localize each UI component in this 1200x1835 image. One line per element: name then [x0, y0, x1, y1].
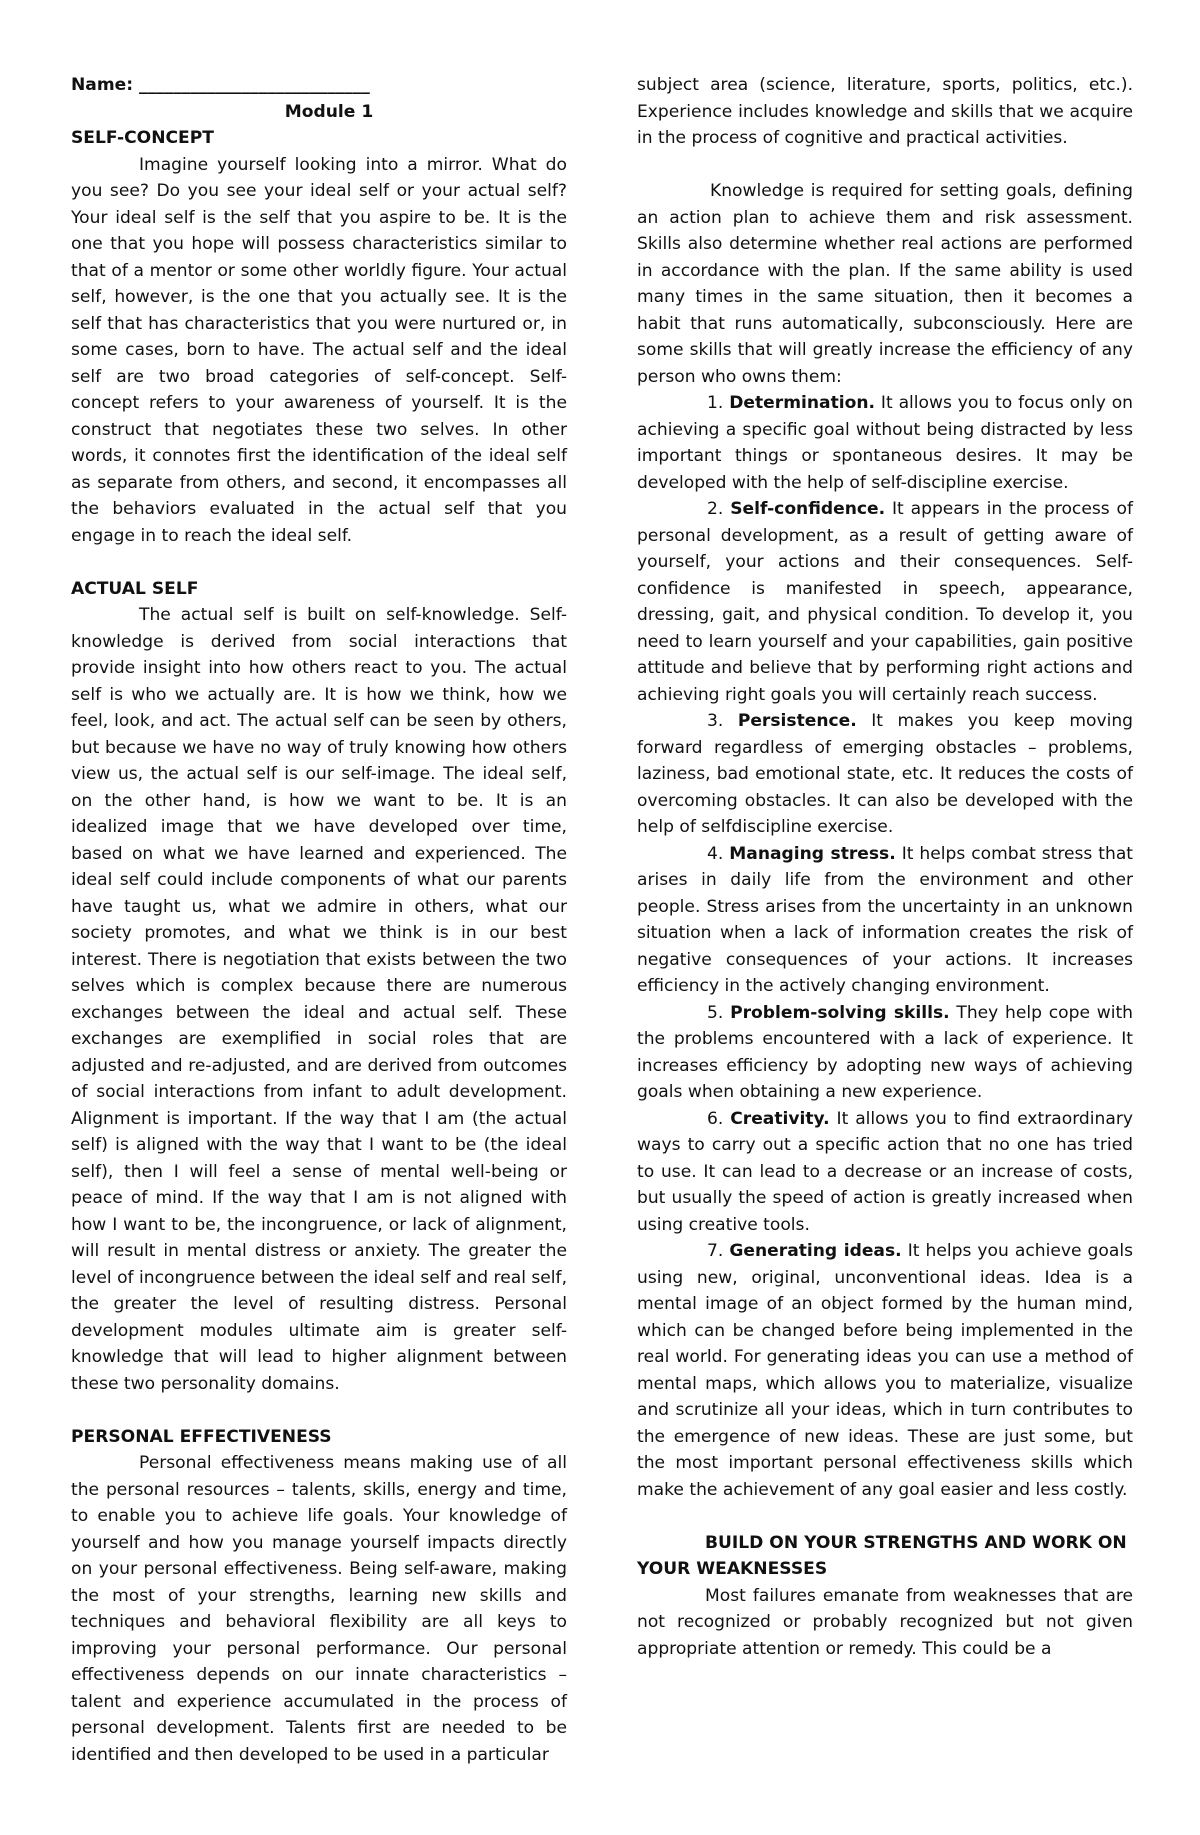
spacer: [71, 549, 567, 576]
list-item-skill: 3. Persistence. It makes you keep moving forward regardless of emerging obstacles – problems, laziness, bad emotional state, etc. It reduces the costs of overcoming obstacles. It can also be developed with the help of selfdiscipline exercise.: [637, 711, 1134, 837]
paragraph-knowledge: Knowledge is required for setting goals, defining an action plan to achieve them and risk assessment. Skills also determine whether real actions are performed in accordance with the plan. If the same ability is used many times in the same situation, then it becomes a habit that runs automatically, subconsciously. Here are some skills that will greatly increase the efficiency of any person who owns them:: [637, 181, 1133, 387]
name-field-label: Name: ___________________________: [71, 75, 370, 95]
paragraph-strengths: Most failures emanate from weaknesses that are not recognized or probably recognized but not given appropriate attention or remedy. This could be a: [637, 1585, 1133, 1659]
skill-title: Persistence.: [737, 711, 857, 731]
list-item-skill: 1. Determination. It allows you to focus only on achieving a specific goal without being distracted by less important things or spontaneous desires. It may be developed with the help of self-discipline exercise.: [637, 393, 1134, 493]
paragraph-continued: subject area (science, literature, sports, politics, etc.). Experience includes knowledge and skills that we acquire in the process of cognitive and practical activities.: [637, 75, 1133, 148]
skill-title: Determination.: [729, 393, 876, 413]
spacer: [637, 1503, 1133, 1530]
heading-actual-self: ACTUAL SELF: [71, 578, 199, 599]
skill-title: Creativity.: [730, 1108, 830, 1129]
spacer: [637, 152, 1133, 179]
module-title: Module 1: [284, 101, 374, 122]
skill-title: Generating ideas.: [729, 1241, 902, 1261]
heading-strengths: BUILD ON YOUR STRENGTHS AND WORK ON YOUR WEAKNESSES: [637, 1532, 1127, 1579]
heading-self-concept: SELF-CONCEPT: [71, 128, 214, 148]
paragraph-self-concept: Imagine yourself looking into a mirror. What do you see? Do you see your ideal self or your actual self? Your ideal self is the self that you aspire to be. It is the one that you hope will possess characteristics similar to that of a mentor or some other worldly figure. Your actual self, however, is the one that you actually see. It is the self that has characteristics that you were nurtured or, in some cases, born to have. The actual self and the ideal self are two broad categories of self-concept. Self-concept refers to your awareness of yourself. It is the construct that negotiates these two selves. In other words, it connotes first the identification of the ideal self as separate from others, and second, it encompasses all the behaviors evaluated in the actual self that you engage in to reach the ideal self.: [71, 154, 567, 546]
spacer: [71, 1397, 567, 1424]
left-column: [71, 72, 567, 1768]
list-item-skill: 2. Self-confidence. It appears in the process of personal development, as a result of getting aware of yourself, your actions and their consequences. Self-confidence is manifested in speech, appearance, dressing, gait, and physical condition. To develop it, you need to learn yourself and your capabilities, gain positive attitude and believe that by performing right actions and achieving right goals you will certainly reach success.: [637, 499, 1133, 705]
heading-personal-effectiveness: PERSONAL EFFECTIVENESS: [71, 1426, 332, 1447]
paragraph-personal-effectiveness: Personal effectiveness means making use of all the personal resources – talents, skills, energy and time, to enable you to achieve life goals. Your knowledge of yourself and how you manage yourself impacts directly on your personal effectiveness. Being self-aware, making the most of your strengths, learning new skills and techniques and behavioral flexibility are all keys to improving your personal performance. Our personal effectiveness depends on our innate characteristics – talent and experience accumulated in the process of personal development. Talents first are needed to be identified and then developed to be used in a particular: [71, 1453, 567, 1765]
skill-title: Managing stress.: [729, 843, 896, 864]
skill-title: Problem-solving skills.: [730, 1002, 950, 1023]
right-column: [637, 72, 1133, 1662]
list-item-skill: 4. Managing stress. It helps combat stress that arises in daily life from the environment and other people. Stress arises from the uncertainty in an unknown situation when a lack of information creates the risk of negative consequences of your actions. It increases efficiency in the actively changing environment.: [637, 843, 1133, 996]
list-item-skill: 7. Generating ideas. It helps you achieve goals using new, original, unconventional ideas. Idea is a mental image of an object formed by the human mind, which can be changed before being implemented in the real world. For generating ideas you can use a method of mental maps, which allows you to materialize, visualize and scrutinize all your ideas, which in turn contributes to the emergence of new ideas. These are just some, but the most important personal effectiveness skills which make the achievement of any goal easier and less costly.: [637, 1241, 1133, 1500]
paragraph-actual-self: The actual self is built on self-knowledge. Self-knowledge is derived from social interactions that provide insight into how others react to you. The actual self is who we actually are. It is how we think, how we feel, look, and act. The actual self can be seen by others, but because we have no way of truly knowing how others view us, the actual self is our self-image. The ideal self, on the other hand, is how we want to be. It is an idealized image that we have developed over time, based on what we have learned and experienced. The ideal self could include components of what our parents have taught us, what we admire in others, what our society promotes, and what we think is in our best interest. There is negotiation that exists between the two selves which is complex because there are numerous exchanges between the ideal and actual self. These exchanges are exemplified in social roles that are adjusted and re-adjusted, and are derived from outcomes of social interactions from infant to adult development. Alignment is important. If the way that I am (the actual self) is aligned with the way that I want to be (the ideal self), then I will feel a sense of mental well-being or peace of mind. If the way that I am is not aligned with how I want to be, the incongruence, or lack of alignment, will result in mental distress or anxiety. The greater the level of incongruence between the ideal self and real self, the greater the level of resulting distress. Personal development modules ultimate aim is greater self-knowledge that will lead to higher alignment between these two personality domains.: [71, 605, 567, 1394]
list-item-skill: 5. Problem-solving skills. They help cope with the problems encountered with a lack of experience. It increases efficiency by adopting new ways of achieving goals when obtaining a new experience.: [637, 1002, 1134, 1102]
list-item-skill: 6. Creativity. It allows you to find extraordinary ways to carry out a specific action that no one has tried to use. It can lead to a decrease or an increase of costs, but usually the speed of action is greatly increased when using creative tools.: [637, 1108, 1133, 1235]
skill-title: Self-confidence.: [730, 499, 886, 519]
